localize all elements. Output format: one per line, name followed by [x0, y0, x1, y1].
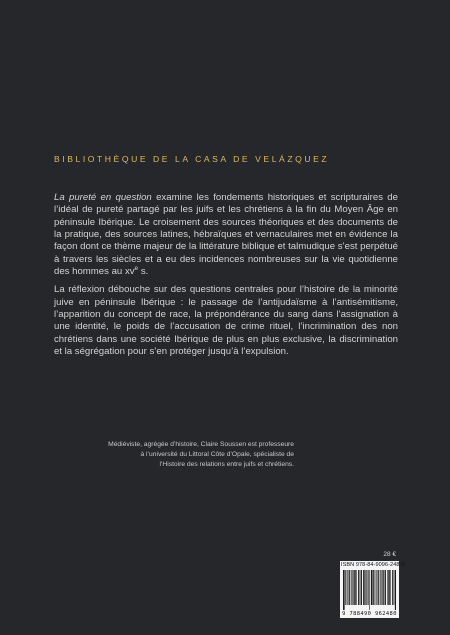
isbn-label: ISBN 978-84-9096-248-0	[341, 562, 405, 568]
barcode-bar	[352, 570, 353, 605]
barcode-bar	[389, 570, 390, 605]
barcode-bar	[373, 570, 374, 605]
author-note-line: à l’université du Littoral Côte d’Opale, spécialiste de	[140, 451, 294, 458]
barcode-bar	[385, 570, 386, 605]
barcode-bar	[389, 570, 390, 605]
barcode-bar	[344, 570, 345, 610]
barcode-bar	[394, 570, 395, 605]
barcode-bar	[380, 570, 381, 605]
barcode-bar	[361, 570, 362, 605]
barcode-bar	[355, 570, 356, 605]
barcode-bar	[343, 570, 344, 610]
book-title: La pureté en question	[54, 192, 152, 203]
barcode-bar	[383, 570, 384, 605]
barcode-bar	[393, 570, 394, 605]
barcode-bar	[395, 570, 396, 610]
barcode-bar	[363, 570, 364, 605]
barcode-bar	[344, 570, 345, 610]
barcode-bar	[356, 570, 357, 605]
barcode-bar	[347, 570, 348, 605]
barcode-digits: 9 788490 962480	[342, 611, 397, 617]
description-end: s.	[138, 266, 149, 278]
barcode-bar	[346, 570, 347, 605]
description-paragraph-1	[54, 192, 398, 278]
barcode-bar	[376, 570, 377, 605]
book-description	[54, 192, 398, 364]
barcode-bar	[351, 570, 352, 605]
barcode-bar	[392, 570, 393, 605]
barcode-bar	[358, 570, 359, 605]
barcode-bar	[345, 570, 346, 605]
description-text: examine les fondements historiques et scripturaires de l’idéal de pureté partagé par les juifs et les chrétiens à la fin du Moyen Âge en péninsule Ibérique. Le croisement des sources théoriques et des documents de la pratique, des sources latines, hébraïques et vernaculaires met en évidence la façon dont ce thème majeur de la littérature biblique et talmudique s’est perpétué à travers les siècles et a eu des incidences nombreuses sur la vie quotidienne des hommes au	[54, 192, 398, 278]
barcode-bar	[372, 570, 373, 605]
barcode-bar	[353, 570, 354, 605]
author-note-line: l’Histoire des relations entre juifs et chrétiens.	[159, 461, 294, 468]
barcode-bar	[364, 570, 365, 605]
description-paragraph-2: La réflexion débouche sur des questions centrales pour l’histoire de la minorité juive en péninsule Ibérique : le passage de l’antijudaïsme à l’antisémitisme, l’apparition du concept de race, la prépondérance du sang dans l’assignation à une identité, le poids de l’accusation de crime rituel, l’incrimination des non chrétiens dans une société Ibérique de plus en plus exclusive, la discrimination et la ségrégation pour s’en protéger jusqu’à l’expulsion.	[54, 284, 398, 358]
isbn-barcode	[340, 561, 405, 618]
barcode-bar	[349, 570, 350, 605]
barcode-bar	[375, 570, 376, 605]
barcode-bar	[368, 570, 369, 605]
price-label: 28 €	[383, 551, 396, 558]
barcode-bar	[366, 570, 367, 605]
barcode-bar	[349, 570, 350, 605]
century-superscript: e	[134, 264, 139, 272]
barcode-bar	[378, 570, 379, 605]
barcode-bar	[384, 570, 385, 605]
barcode-bar	[360, 570, 361, 605]
barcode-bar	[387, 570, 388, 605]
barcode-bar	[368, 570, 369, 605]
barcode-bar	[385, 570, 386, 605]
barcode-bar	[374, 570, 375, 605]
century-numeral: xv	[124, 266, 135, 278]
barcode-bar	[361, 570, 362, 605]
barcode-bar	[371, 570, 372, 605]
barcode-bar	[379, 570, 380, 605]
barcode-icon	[343, 570, 396, 610]
barcode-bar	[350, 570, 351, 605]
barcode-bar	[378, 570, 379, 605]
barcode-bar	[359, 570, 360, 605]
barcode-bar	[354, 570, 355, 605]
barcode-bar	[355, 570, 356, 605]
barcode-bar	[371, 570, 372, 605]
barcode-bar	[364, 570, 365, 605]
author-note	[64, 440, 294, 470]
barcode-bar	[381, 570, 382, 605]
series-title: BIBLIOTHÈQUE DE LA CASA DE VELÁZQUEZ	[54, 154, 330, 164]
barcode-bar	[369, 570, 370, 610]
author-note-line: Médiéviste, agrégée d’histoire, Claire Soussen est professeure	[108, 441, 294, 448]
barcode-bar	[388, 570, 389, 605]
barcode-bar	[382, 570, 383, 605]
barcode-bar	[365, 570, 366, 605]
barcode-bar	[395, 570, 396, 610]
barcode-bar	[390, 570, 391, 605]
